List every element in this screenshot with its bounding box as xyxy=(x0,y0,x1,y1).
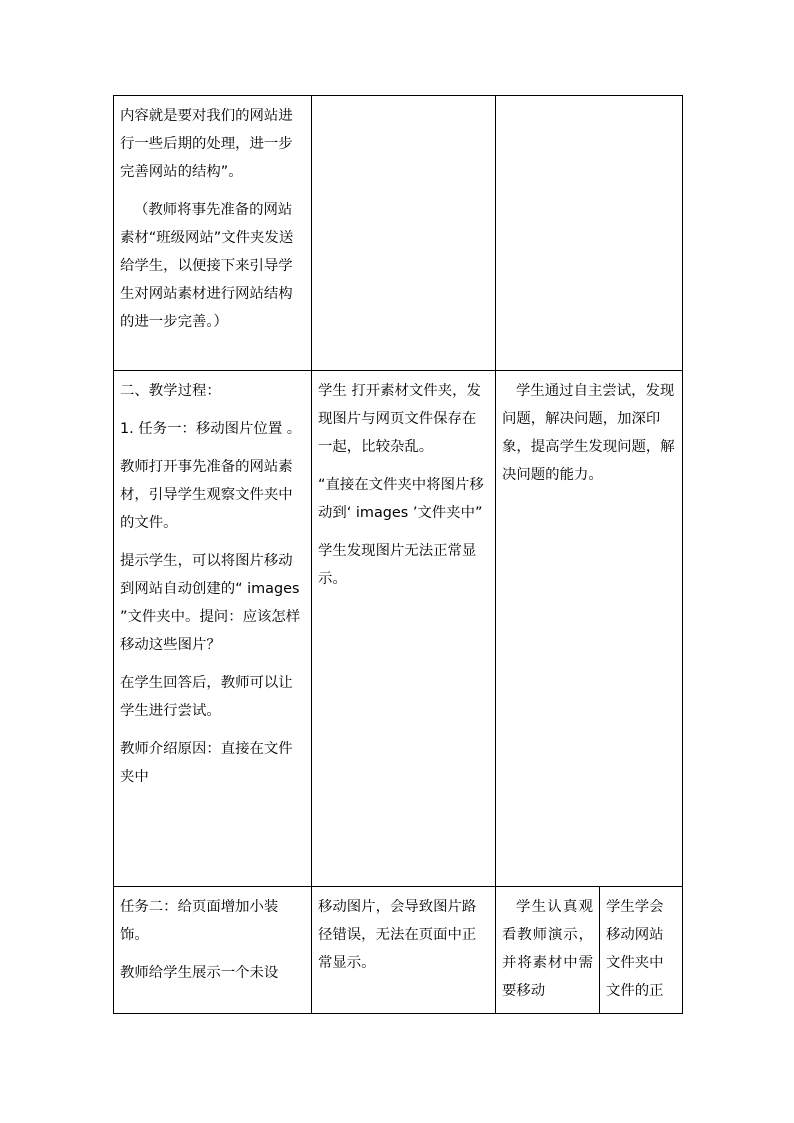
paragraph: 内容就是要对我们的网站进行一些后期的处理，进一步完善网站的结构”。 xyxy=(120,108,293,180)
teacher-activity-cell xyxy=(114,96,312,371)
table-row xyxy=(114,887,683,1014)
student-activity-cell xyxy=(312,887,496,1014)
student-activity-cell xyxy=(312,96,496,371)
paragraph: 提示学生，可以将图片移动到网站自动创建的“ images ”文件夹中。提问：应该怎样移动这些图片？ xyxy=(120,553,301,653)
task-heading: 任务二：给页面增加小装饰。 xyxy=(120,899,279,943)
paragraph: 学生认真观看教师演示，并将素材中需要移动 xyxy=(502,899,593,999)
paragraph: 教师介绍原因：直接在文件夹中 xyxy=(120,741,293,785)
paragraph: 学生 打开素材文件夹，发现图片与网页文件保存在一起，比较杂乱。 xyxy=(318,383,481,455)
lesson-plan-table xyxy=(113,95,683,1014)
paragraph: 教师打开事先准备的网站素材，引导学生观察文件夹中的文件。 xyxy=(120,459,293,531)
paragraph: 学生学会移动网站文件夹中文件的正 xyxy=(606,899,664,999)
design-intent-cell xyxy=(496,96,683,371)
paragraph: 学生发现图片无法正常显示。 xyxy=(318,543,477,587)
table-row xyxy=(114,96,683,371)
student-activity-cell xyxy=(496,887,600,1014)
design-intent-cell xyxy=(496,371,683,887)
table-row xyxy=(114,371,683,887)
design-intent-cell xyxy=(600,887,683,1014)
paragraph: 教师给学生展示一个未设 xyxy=(120,965,279,981)
paragraph: 在学生回答后，教师可以让学生进行尝试。 xyxy=(120,675,293,719)
task-heading: 1. 任务一：移动图片位置 。 xyxy=(120,421,302,437)
paragraph: 学生通过自主尝试，发现问题，解决问题，加深印象，提高学生发现问题，解决问题的能力。 xyxy=(502,383,675,483)
paragraph: （教师将事先准备的网站素材“班级网站”文件夹发送给学生，以便接下来引导学生对网站素材进行网站结构的进一步完善。） xyxy=(120,202,294,330)
paragraph: “直接在文件夹中将图片移动到‘ images ’文件夹中” xyxy=(318,477,484,521)
section-heading: 二、教学过程： xyxy=(120,383,221,399)
teacher-activity-cell xyxy=(114,371,312,887)
student-activity-cell xyxy=(312,371,496,887)
paragraph: 移动图片，会导致图片路径错误，无法在页面中正常显示。 xyxy=(318,899,477,971)
teacher-activity-cell xyxy=(114,887,312,1014)
